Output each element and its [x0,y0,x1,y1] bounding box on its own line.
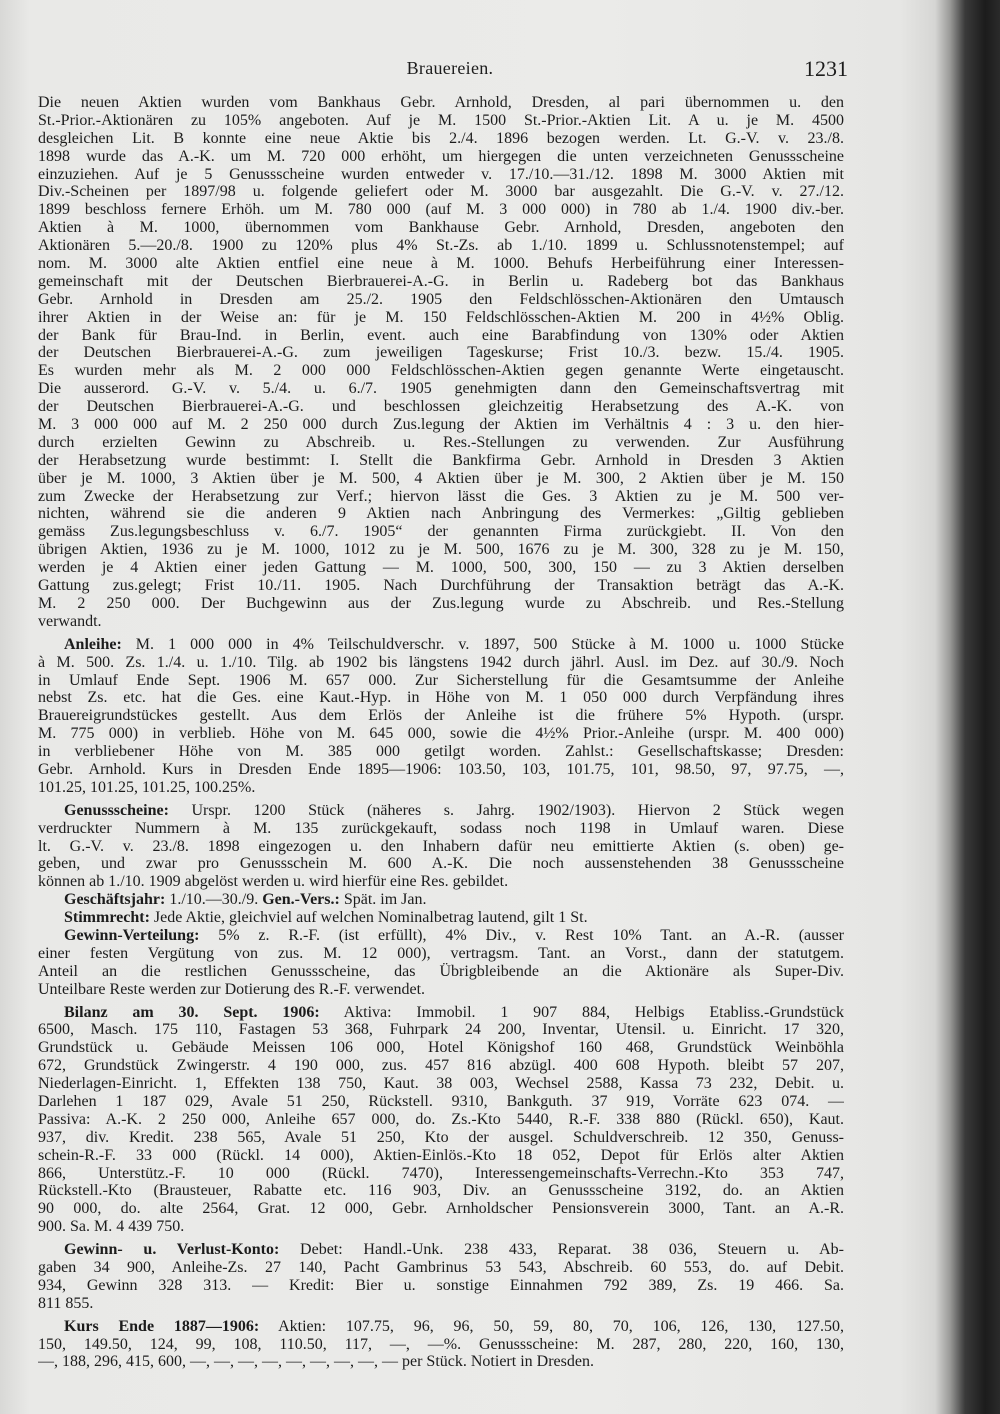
text-line: Brauereigrundstückes gestellt. Aus dem Erlös der Anleihe ist die frühere 5% Hypoth. (urspr. [38,707,844,725]
paragraph [38,636,844,797]
text-segment: Aktiva: Immobil. 1 907 884, Helbigs Etabliss.-Grundstück [319,1003,844,1021]
text-segment: 5% z. R.-F. (ist erfüllt), 4% Div., v. Rest 10% Tant. an A.-R. (ausser [199,926,844,944]
text-line: M. 2 250 000. Der Buchgewinn aus der Zus.legung wurde zu Abschreib. und Res.-Stellung [38,594,844,612]
text-line [38,891,844,909]
section-heading: Gen.-Vers.: [262,891,340,909]
text-line [38,909,844,927]
text-line: 1898 wurde das A.-K. um M. 720 000 erhöht, um hiergegen die unten verzeichneten Genussscheine [38,147,844,165]
text-line: 1899 beschloss fernere Erhöh. um M. 780 000 (auf M. 3 000 000) in 780 ab 1./4. 1900 div.-ber. [38,201,844,219]
text-segment: Spät. im Jan. [339,891,427,909]
text-line: Div.-Scheinen per 1897/98 u. folgende geliefert oder M. 3000 bar ausgezahlt. Die G.-V. v. 27./12. [38,183,844,201]
text-line [38,636,844,654]
text-segment: Urspr. 1200 Stück (näheres s. Jahrg. 1902/1903). Hiervon 2 Stück wegen [168,801,844,819]
text-line: Aktionären 5.—20./8. 1900 zu 120% plus 4% St.-Zs. ab 1./10. 1899 u. Schlussnotenstempel; auf [38,237,844,255]
text-segment: Aktien: 107.75, 96, 96, 50, 59, 80, 70, 106, 126, 130, 127.50, [259,1317,844,1335]
text-line [38,1318,844,1336]
text-line: nichten, während sie die anderen 9 Aktien nach Anbringung des Vermerkes: „Giltig geblieben [38,505,844,523]
text-line: Die neuen Aktien wurden vom Bankhaus Gebr. Arnhold, Dresden, al pari übernommen u. den [38,94,844,111]
text-line: der Bank für Brau-Ind. in Berlin, event. auch eine Barabfindung von 130% oder Aktien [38,326,844,344]
text-line: Gebr. Arnhold. Kurs in Dresden Ende 1895—1906: 103.50, 103, 101.75, 101, 98.50, 97, 97.75, —, [38,760,844,778]
text-line: nom. M. 3000 alte Aktien entfiel eine neue à M. 1000. Behufs Herbeiführung einer Interessen- [38,255,844,273]
text-line: Darlehen 1 187 029, Avale 51 250, Rückstell. 9310, Bankguth. 37 919, Vorräte 623 074. — [38,1092,844,1110]
text-line: 934, Gewinn 328 313. — Kredit: Bier u. sonstige Einnahmen 792 389, Zs. 19 466. Sa. [38,1276,844,1294]
text-line: gaben 34 900, Anleihe-Zs. 27 140, Pacht Gambrinus 53 543, Abschreib. 60 553, do. auf Debit. [38,1259,844,1276]
text-line: der Herabsetzung wurde bestimmt: I. Stellt die Bankfirma Gebr. Arnhold in Dresden 3 Aktien [38,451,844,469]
text-line: schein-R.-F. 33 000 (Rückl. 14 000), Aktien-Einlös.-Kto 18 052, Depot für Erlös alter Aktien [38,1146,844,1164]
paragraph [38,927,844,999]
text-line: über je M. 1000, 3 Aktien über je M. 500, 4 Aktien über je M. 300, 2 Aktien über je M. 150 [38,469,844,487]
text-line: Rückstell.-Kto (Brausteuer, Rabatte etc. 116 903, Div. an Genussscheine 3192, do. an Aktien [38,1182,844,1200]
section-heading: Gewinn- u. Verlust-Konto: [64,1241,280,1259]
paragraph [38,1318,844,1372]
text-line: 900. Sa. M. 4 439 750. [38,1218,185,1236]
text-line: Anteil an die restlichen Genussscheine, das Übrigbleibende an die Aktionäre als Super-Div. [38,962,844,980]
text-line: 811 855. [38,1294,94,1312]
text-line: werden je 4 Aktien einer jeden Gattung — M. 1000, 500, 300, 150 — zu 3 Aktien derselben [38,559,844,577]
body-text [38,94,844,1376]
text-line: ihrer Aktien in der Weise an: für je M. 150 Feldschlösschen-Aktien M. 200 in 4½% Oblig. [38,308,844,326]
text-line: einzuziehen. Auf je 5 Genussscheine wurden entweder v. 17./10.—31./12. 1898 M. 3000 Aktien mit [38,165,844,183]
text-line: Gebr. Arnhold in Dresden am 25./2. 1905 den Feldschlösschen-Aktionären den Umtausch [38,290,844,308]
paragraph [38,1004,844,1237]
text-line: in Umlauf Ende Sept. 1906 M. 657 000. Zur Sicherstellung für die Gesamtsumme der Anleihe [38,671,844,689]
text-line: einer festen Vergütung von zus. M. 12 000), vertragsm. Tant. an Vorst., dann der statutgem. [38,944,844,962]
text-line: 90 000, do. alte 2564, Grat. 12 000, Gebr. Arnholdscher Pensionsverein 3000, Tant. an A.-R. [38,1200,844,1218]
paragraph [38,891,844,909]
text-line: gemäss Zus.legungsbeschluss v. 6./7. 1905“ der genannten Firma zurückgiebt. II. Von den [38,523,844,541]
text-line: lt. G.-V. v. 23./8. 1898 eingezogen u. den Inhabern dafür neu emittierte Aktien (s. oben) ge- [38,837,844,855]
text-line: können ab 1./10. 1909 abgelöst werden u. wird hierfür eine Res. gebildet. [38,873,509,891]
text-line: à M. 500. Zs. 1./4. u. 1./10. Tilg. ab 1902 bis längstens 1942 durch jährl. Ausl. im Dez. auf 30./9. Noch [38,653,844,671]
section-heading: Stimmrecht: [64,909,150,927]
text-line: —, 188, 296, 415, 600, —, —, —, —, —, —, —, —, — per Stück. Notiert in Dresden. [38,1353,594,1371]
text-segment: Debet: Handl.-Unk. 238 433, Reparat. 38 036, Steuern u. Ab- [279,1241,844,1259]
text-line: St.-Prior.-Aktionären zu 105% angeboten. Auf je M. 1500 St.-Prior.-Aktien Lit. A u. je M. 4500 [38,111,844,129]
text-line: gemeinschaft mit der Deutschen Bierbrauerei-A.-G. in Berlin u. Radeberg bot das Bankhaus [38,272,844,290]
section-heading: Anleihe: [64,635,122,653]
section-heading: Genussscheine: [64,801,169,819]
text-line [38,1241,844,1259]
section-heading: Geschäftsjahr: [64,891,166,909]
text-segment: Jede Aktie, gleichviel auf welchen Nominalbetrag lautend, gilt 1 St. [149,909,588,927]
text-line: verwandt. [38,612,102,630]
text-line: Aktien à M. 1000, übernommen vom Bankhause Gebr. Arnhold, Dresden, angeboten den [38,219,844,237]
text-line: übrigen Aktien, 1936 zu je M. 1000, 1012 zu je M. 500, 1676 zu je M. 300, 328 zu je M. 150, [38,541,844,559]
text-line: geben, und zwar pro Genussschein M. 600 A.-K. Die noch aussenstehenden 38 Genussscheine [38,855,844,873]
text-line: 150, 149.50, 124, 99, 108, 110.50, 117, —, —%. Genussscheine: M. 287, 280, 220, 160, 130, [38,1335,844,1353]
text-line: Passiva: A.-K. 2 250 000, Anleihe 657 000, do. Zs.-Kto 5440, R.-F. 338 880 (Rückl. 650), Kaut. [38,1110,844,1128]
text-line: Gattung zus.gelegt; Frist 10./11. 1905. Nach Durchführung der Transaktion beträgt das A.-K. [38,577,844,595]
text-line: Grundstück u. Gebäude Meissen 106 000, Hotel Königshof 160 468, Grundstück Weinböhla [38,1039,844,1057]
text-line: 937, div. Kredit. 238 565, Avale 51 250, Kto der ausgel. Schuldverschreib. 12 350, Genuss- [38,1128,844,1146]
text-line: desgleichen Lit. B konnte eine neue Aktie bis 2./4. 1896 bezogen werden. Lt. G.-V. v. 23./8. [38,129,844,147]
paragraph [38,1241,844,1313]
text-line [38,1004,844,1022]
text-line: durch erzielten Gewinn zu Abschreib. u. Res.-Stellungen zu verwenden. Zur Ausführung [38,433,844,451]
text-line: 101.25, 101.25, 101.25, 100.25%. [38,778,256,796]
section-heading: Kurs Ende 1887—1906: [64,1317,260,1335]
text-segment: 1./10.—30./9. [165,891,263,909]
text-line [38,927,844,945]
paragraph [38,802,844,891]
text-line: verdruckter Nummern à M. 135 zurückgekauft, sodass noch 1198 in Umlauf waren. Diese [38,819,844,837]
paragraph [38,94,844,631]
text-line: der Deutschen Bierbrauerei-A.-G. und beschlossen gleichzeitig Herabsetzung des A.-K. von [38,398,844,416]
text-line: 866, Unterstütz.-F. 10 000 (Rückl. 7470), Interessengemeinschafts-Verrechn.-Kto 353 747, [38,1164,844,1182]
text-line: 672, Grundstück Zwingerstr. 4 190 000, zus. 457 816 abzügl. 400 608 Hypoth. bleibt 57 207, [38,1057,844,1075]
page-number: 1231 [804,56,848,81]
text-line: 6500, Masch. 175 110, Fastagen 53 368, Fuhrpark 24 200, Inventar, Utensil. u. Einricht. 17 320, [38,1021,844,1039]
text-line: M. 775 000) in verblieb. Höhe von M. 645 000, sowie die 4½% Prior.-Anleihe (urspr. M. 400 000) [38,725,844,743]
text-line: der Deutschen Bierbrauerei-A.-G. zum jeweiligen Tageskurse; Frist 10./3. bezw. 15./4. 1905. [38,344,844,362]
text-line: Unteilbare Reste werden zur Dotierung des R.-F. verwendet. [38,980,426,998]
text-line: Niederlagen-Einricht. 1, Effekten 138 750, Kaut. 38 003, Wechsel 2588, Kassa 73 232, Debit. u. [38,1075,844,1093]
text-line: Es wurden mehr als M. 2 000 000 Feldschlösschen-Aktien gegen genannte Werte eingetauscht. [38,362,844,380]
section-heading: Bilanz am 30. Sept. 1906: [64,1003,320,1021]
section-heading: Gewinn-Verteilung: [64,926,200,944]
text-line: Die ausserord. G.-V. v. 5./4. u. 6./7. 1905 genehmigten dann den Gemeinschaftsvertrag mit [38,380,844,398]
text-line: nebst Zs. etc. hat die Ges. eine Kaut.-Hyp. in Höhe von M. 1 050 000 durch Verpfändung ihres [38,689,844,707]
running-head: Brauereien. [406,58,494,78]
text-line: in verbliebener Höhe von M. 385 000 getilgt worden. Zahlst.: Gesellschaftskasse; Dresden: [38,743,844,761]
text-line [38,802,844,820]
text-line: zum Zwecke der Herabsetzung zur Verf.; hiervon lässt die Ges. 3 Aktien zu je M. 500 ver- [38,487,844,505]
paragraph [38,909,844,927]
text-segment: M. 1 000 000 in 4% Teilschuldverschr. v. 1897, 500 Stücke à M. 1000 u. 1000 Stücke [121,635,844,653]
text-line: M. 3 000 000 auf M. 2 250 000 durch Zus.legung der Aktien im Verhältnis 4 : 3 u. den hier- [38,416,844,434]
